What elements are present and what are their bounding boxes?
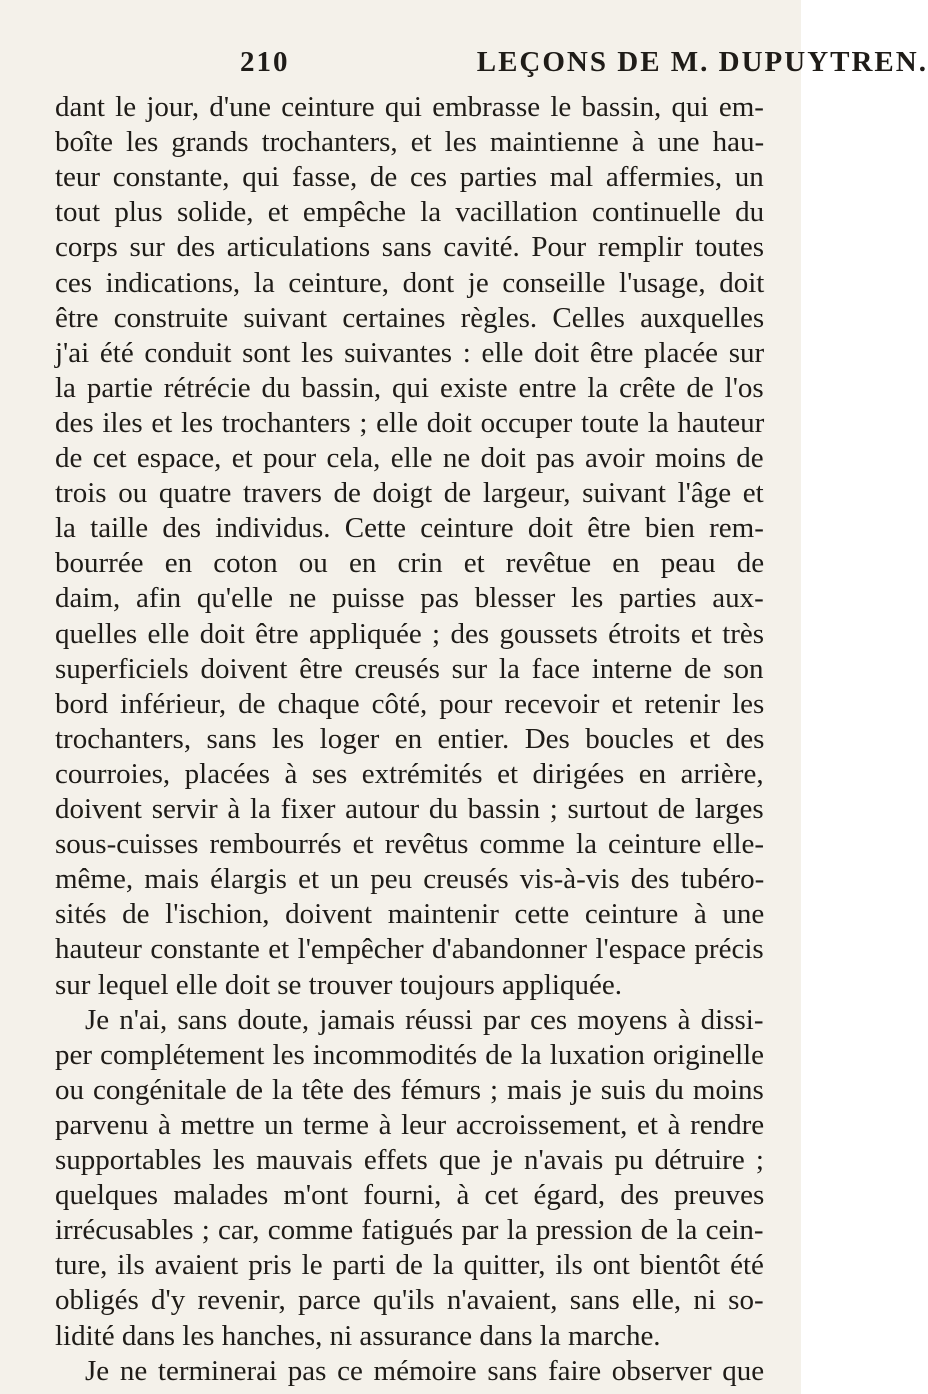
text-line: de cet espace, et pour cela, elle ne doit pas avoir moins de xyxy=(55,442,764,474)
text-line: sités de l'ischion, doivent maintenir cette ceinture à une xyxy=(55,898,765,931)
text-line: superficiels doivent être creusés sur la face interne de son xyxy=(55,652,764,685)
text-line: être construite suivant certaines règles. Celles auxquelles xyxy=(55,301,765,334)
text-line: trois ou quatre travers de doigt de largeur, suivant l'âge et xyxy=(55,477,764,510)
page-number: 210 xyxy=(240,46,290,78)
text-line: corps sur des articulations sans cavité. Pour remplir toutes xyxy=(55,231,765,264)
text-line: supportables les mauvais effets que je n'avais pu détruire ; xyxy=(55,1144,764,1176)
text-line: la partie rétrécie du bassin, qui existe entre la crête de l'os xyxy=(55,371,764,404)
text-line: ces indications, la ceinture, dont je conseille l'usage, doit xyxy=(55,266,765,299)
running-title: LEÇONS DE M. DUPUYTREN. xyxy=(476,46,928,78)
paragraph-start-line: Je ne terminerai pas ce mémoire sans faire observer que xyxy=(85,1354,765,1387)
text-line: bord inférieur, de chaque côté, pour recevoir et retenir les xyxy=(55,687,765,720)
text-line: daim, afin qu'elle ne puisse pas blesser les parties aux- xyxy=(55,582,764,615)
text-line: dant le jour, d'une ceinture qui embrasse le bassin, qui em- xyxy=(55,91,764,123)
text-line: sous-cuisses rembourrés et revêtus comme la ceinture elle- xyxy=(55,828,765,861)
text-line: j'ai été conduit sont les suivantes : elle doit être placée sur xyxy=(55,336,765,369)
text-line: boîte les grands trochanters, et les maintienne à une hau- xyxy=(55,126,765,159)
running-head xyxy=(240,42,928,82)
text-line: des iles et les trochanters ; elle doit occuper toute la hauteur xyxy=(55,406,765,439)
text-line: irrécusables ; car, comme fatigués par la pression de la cein- xyxy=(55,1214,764,1247)
text-line: per complétement les incommodités de la luxation originelle xyxy=(55,1038,765,1071)
text-line: même, mais élargis et un peu creusés vis-à-vis des tubéro- xyxy=(55,863,765,896)
text-line: lidité dans les hanches, ni assurance dans la marche. xyxy=(55,1319,661,1352)
text-line: la taille des individus. Cette ceinture doit être bien rem- xyxy=(55,512,764,545)
text-line: parvenu à mettre un terme à leur accroissement, et à rendre xyxy=(55,1108,765,1141)
text-line: teur constante, qui fasse, de ces parties mal affermies, un xyxy=(55,161,764,194)
paragraph-start-line: Je n'ai, sans doute, jamais réussi par ces moyens à dissi- xyxy=(85,1003,764,1036)
text-line: obligés d'y revenir, parce qu'ils n'avaient, sans elle, ni so- xyxy=(55,1284,764,1317)
text-line: quelques malades m'ont fourni, à cet égard, des preuves xyxy=(55,1179,765,1212)
text-line: courroies, placées à ses extrémités et dirigées en arrière, xyxy=(55,757,764,790)
text-line: sur lequel elle doit se trouver toujours appliquée. xyxy=(55,968,622,1001)
text-line: hauteur constante et l'empêcher d'abandonner l'espace précis xyxy=(55,933,764,966)
text-line: quelles elle doit être appliquée ; des goussets étroits et très xyxy=(55,617,765,650)
text-line: ture, ils avaient pris le parti de la quitter, ils ont bientôt été xyxy=(55,1249,764,1282)
text-line: ou congénitale de la tête des fémurs ; mais je suis du moins xyxy=(55,1073,764,1106)
text-line: trochanters, sans les loger en entier. Des boucles et des xyxy=(55,722,765,755)
text-line: tout plus solide, et empêche la vacillation continuelle du xyxy=(55,196,765,229)
text-line: doivent servir à la fixer autour du bassin ; surtout de larges xyxy=(55,793,764,825)
text-line: bourrée en coton ou en crin et revêtue en peau de xyxy=(55,547,765,580)
